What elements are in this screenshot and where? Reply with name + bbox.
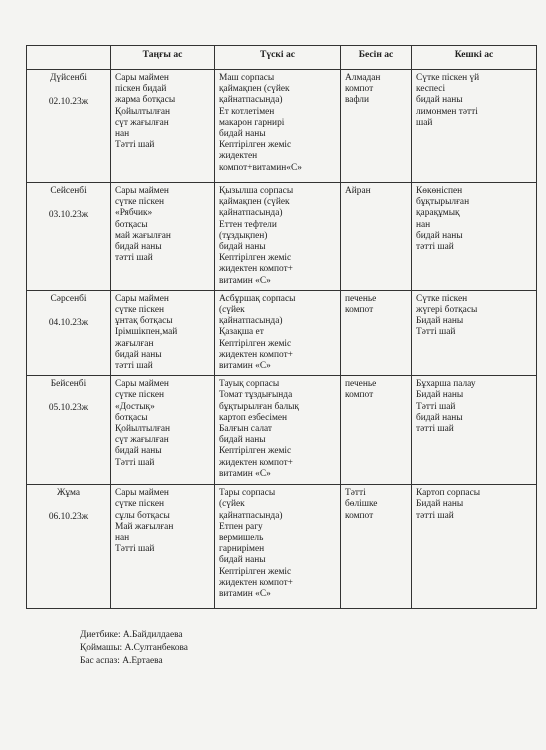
day-date: 06.10.23ж bbox=[48, 512, 89, 523]
day-date: 04.10.23ж bbox=[48, 318, 89, 329]
dinner-cell: Сүтке піскен үй кеспесі бидай наны лимонмен тәтті шай bbox=[412, 70, 537, 183]
lunch-cell: Асбұршақ сорпасы (сүйек қайнатпасында) Қазақша ет Кептірілген жеміс жидектен компот+ витамин «С» bbox=[215, 290, 341, 375]
day-cell bbox=[27, 290, 111, 375]
dinner-cell: Сүтке піскен жүгері ботқасы Бидай наны Тәтті шай bbox=[412, 290, 537, 375]
breakfast-cell: Сары маймен піскен бидай жарма ботқасы Қойылтылған сүт жағылған нан Тәтті шай bbox=[111, 70, 215, 183]
day-date: 03.10.23ж bbox=[48, 210, 89, 221]
day-cell bbox=[27, 70, 111, 183]
day-cell bbox=[27, 376, 111, 485]
lunch-cell: Тауық сорпасы Томат тұздығында бұқтырылған балық картоп езбесімен Балғын салат бидай наны Кептірілген жеміс жидектен компот+ витамин «С» bbox=[215, 376, 341, 485]
header-day bbox=[27, 46, 111, 70]
day-date: 05.10.23ж bbox=[48, 403, 89, 414]
snack-cell: печенье компот bbox=[341, 376, 412, 485]
lunch-cell: Маш сорпасы қаймақпен (сүйек қайнатпасында) Ет котлетімен макарон гарнирі бидай наны Кептірілген жеміс жидектен компот+витамин«С» bbox=[215, 70, 341, 183]
table-row bbox=[27, 376, 537, 485]
table-row bbox=[27, 290, 537, 375]
dinner-cell: Бұхарша палау Бидай наны Тәтті шай бидай наны тәтті шай bbox=[412, 376, 537, 485]
day-date: 02.10.23ж bbox=[48, 97, 89, 108]
day-name: Сейсенбі bbox=[50, 186, 87, 196]
day-cell bbox=[27, 485, 111, 609]
lunch-cell: Қызылша сорпасы қаймақпен (сүйек қайнатпасында) Еттен тефтели (тұздықпен) бидай наны Кептірілген жеміс жидектен компот+ витамин «С» bbox=[215, 183, 341, 291]
table-header-row bbox=[27, 46, 537, 70]
weekly-menu-table bbox=[26, 45, 537, 609]
header-breakfast: Таңғы ас bbox=[111, 46, 215, 70]
dinner-cell: Картоп сорпасы Бидай наны тәтті шай bbox=[412, 485, 537, 609]
signature-dietitian: Диетбике: А.Байдилдаева bbox=[80, 630, 183, 640]
breakfast-cell: Сары маймен сүтке піскен ұнтақ ботқасы Ірімшікпен,май жағылған бидай наны тәтті шай bbox=[111, 290, 215, 375]
snack-cell: Айран bbox=[341, 183, 412, 291]
day-name: Дүйсенбі bbox=[50, 73, 87, 83]
snack-cell: Алмадан компот вафли bbox=[341, 70, 412, 183]
signature-storekeeper: Қоймашы: А.Султанбекова bbox=[80, 643, 188, 653]
table-row bbox=[27, 183, 537, 291]
header-snack: Бесін ас bbox=[341, 46, 412, 70]
signatures-block bbox=[80, 629, 188, 668]
snack-cell: Тәтті бөлішке компот bbox=[341, 485, 412, 609]
breakfast-cell: Сары маймен сүтке піскен сұлы ботқасы Май жағылған нан Тәтті шай bbox=[111, 485, 215, 609]
breakfast-cell: Сары маймен сүтке піскен «Рябчик» ботқасы май жағылған бидай наны тәтті шай bbox=[111, 183, 215, 291]
header-dinner: Кешкі ас bbox=[412, 46, 537, 70]
signature-head-chef: Бас аспаз: А.Ертаева bbox=[80, 656, 163, 666]
day-name: Бейсенбі bbox=[50, 379, 87, 390]
day-name: Сәрсенбі bbox=[50, 293, 87, 304]
breakfast-cell: Сары маймен сүтке піскен «Достық» ботқасы Қойылтылған сүт жағылған бидай наны Тәтті шай bbox=[111, 376, 215, 485]
lunch-cell: Тары сорпасы (сүйек қайнатпасында) Етпен рагу вермишель гарнирімен бидай наны Кептірілген жеміс жидектен компот+ витамин «С» bbox=[215, 485, 341, 609]
day-cell bbox=[27, 183, 111, 291]
table-row bbox=[27, 70, 537, 183]
table-row bbox=[27, 485, 537, 609]
day-name: Жұма bbox=[56, 488, 81, 499]
dinner-cell: Көкөніспен бұқтырылған қарақұмық нан бидай наны тәтті шай bbox=[412, 183, 537, 291]
snack-cell: печенье компот bbox=[341, 290, 412, 375]
header-lunch: Түскі ас bbox=[215, 46, 341, 70]
